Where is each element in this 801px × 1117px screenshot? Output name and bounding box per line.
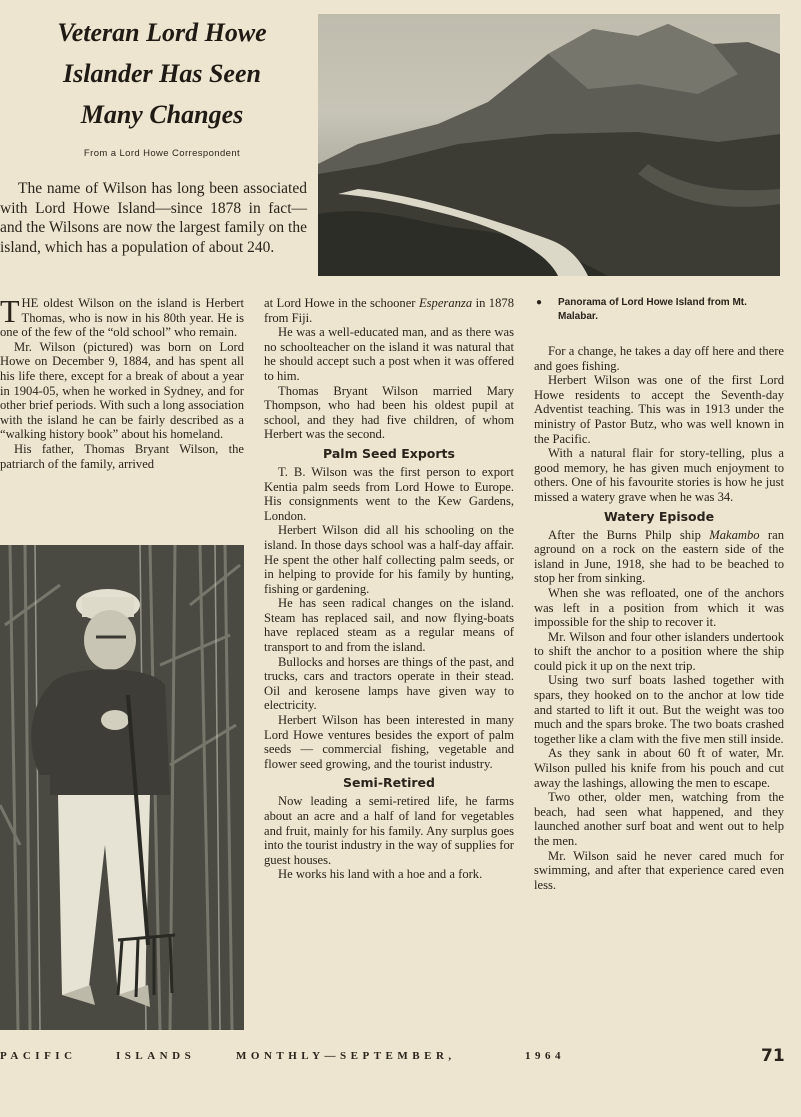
col2-paragraph-2: He was a well-educated man, and as there was no schoolteacher on the island it was natural that he should accept such a post when it was offered to him. [264,325,514,383]
page-footer [0,1046,790,1066]
col3-paragraph-6: Mr. Wilson and four other islanders undertook to shift the anchor to a position where the ship could pick it up on the next trip. [534,629,784,673]
column-3 [534,344,784,892]
col3-paragraph-7: Using two surf boats lashed together with spars, they hooked on to the anchor at low tide and started to lift it out. But the weight was too much and the spars broke. The two boats crashed together like a clam with the five men still inside. [534,673,784,746]
col1-paragraph-1: THE oldest Wilson on the island is Herbert Thomas, who is now in his 80th year. He is one of the few of the “old school” who remain. [0,293,244,340]
col3-paragraph-10: Mr. Wilson said he never cared much for swimming, and after that experience cared even less. [534,848,784,892]
panorama-image [318,14,780,276]
col2-paragraph-3: Thomas Bryant Wilson married Mary Thompson, who had been his oldest pupil at school, and they had five children, of whom Herbert was the second. [264,383,514,442]
intro-paragraph: The name of Wilson has long been associated with Lord Howe Island—since 1878 in fact—and the Wilsons are now the largest family on the island, which has a population of about 240. [0,180,307,256]
headline [16,12,308,135]
caption-bullet: ● [536,297,543,308]
portrait-photo [0,545,244,1030]
footer-issue: MONTHLY—SEPTEMBER, [236,1050,456,1062]
drop-cap: T [0,293,20,329]
headline-line-3: Many Changes [80,100,244,129]
column-2 [264,296,514,882]
col2-paragraph-7: Bullocks and horses are things of the past, and trucks, cars and tractors operate in their stead. Oil and kerosene lamps have given way to electricity. [264,654,514,713]
panorama-photo [318,14,780,276]
col2-paragraph-6: He has seen radical changes on the island. Steam has replaced sail, and now flying-boats have replaced steam as a regular means of transport to and from the island. [264,596,514,655]
footer-publication: PACIFIC [0,1050,77,1062]
col2-paragraph-9: Now leading a semi-retired life, he farms about an acre and a half of land for vegetables and fruit, mainly for his family. Any surplus goes into the tourist industry in the way of supplies for guest houses. [264,794,514,867]
byline: From a Lord Howe Correspondent [83,148,241,159]
col3-paragraph-2: Herbert Wilson was one of the first Lord Howe residents to accept the Seventh-day Adventist teaching. This was in 1913 under the ministry of Pastor Butz, who was well known in the Pacific. [534,373,784,446]
caption-text: Panorama of Lord Howe Island from Mt. Malabar. [558,297,747,322]
subheading-semi-retired: Semi-Retired [343,775,435,791]
col2-paragraph-1: at Lord Howe in the schooner Esperanza in 1878 from Fiji. [264,296,514,325]
col2-paragraph-4: T. B. Wilson was the first person to export Kentia palm seeds from Lord Howe to Europe. His consignments went to the Kew Gardens, London. [264,464,514,523]
col3-paragraph-5: When she was refloated, one of the anchors was left in a position from which it was impossible for the ship to recover it. [534,585,784,630]
col2-paragraph-5: Herbert Wilson did all his schooling on the island. In those days school was a half-day affair. He spent the other half collecting palm seeds, or in helping to provide for his family by hunting, fishing or gardening. [264,523,514,596]
col3-paragraph-1: For a change, he takes a day off here and there and goes fishing. [534,344,784,373]
footer-year: 1964 [525,1050,565,1062]
headline-line-2: Islander Has Seen [63,59,261,88]
col3-paragraph-8: As they sank in about 60 ft of water, Mr. Wilson pulled his knife from his pouch and cut away the lashings, allowing the men to escape. [534,746,784,790]
column-1 [0,293,244,471]
ship-name-esperanza: Esperanza [418,296,473,310]
footer-publication-2: ISLANDS [116,1050,196,1062]
col2-paragraph-8: Herbert Wilson has been interested in many Lord Howe ventures besides the export of palm seeds — commercial fishing, vegetable and flower seed growing, and the tourist industry. [264,713,514,771]
col1-paragraph-2: Mr. Wilson (pictured) was born on Lord Howe on December 9, 1884, and has spent all his life there, except for a break of about a year in 1904-05, when he worked in Sydney, and for other brief periods. With such a long association with the island he can be fairly described as a “walking history book” about his homeland. [0,339,244,442]
portrait-image [0,545,244,1030]
col2-paragraph-10: He works his land with a hoe and a fork. [278,867,483,882]
col3-paragraph-9: Two other, older men, watching from the beach, had seen what happened, and they launched another surf boat and went out to help the men. [534,790,784,848]
ship-name-makambo: Makambo [709,527,760,542]
panorama-caption [536,296,788,324]
col1-paragraph-3: His father, Thomas Bryant Wilson, the patriarch of the family, arrived [0,441,244,471]
col3-paragraph-4: After the Burns Philp ship Makambo ran aground on a rock on the eastern side of the island in June, 1918, she had to be beached to stop her from sinking. [534,527,784,586]
col3-paragraph-3: With a natural flair for story-telling, plus a good memory, he has given much enjoyment to others. One of his favourite stories is how he just missed a watery grave when he was 34. [534,446,784,504]
headline-line-1: Veteran Lord Howe [57,18,267,47]
subheading-palm-seed-exports: Palm Seed Exports [323,445,455,461]
subheading-watery-episode: Watery Episode [603,508,715,524]
page-number: 71 [761,1046,785,1066]
